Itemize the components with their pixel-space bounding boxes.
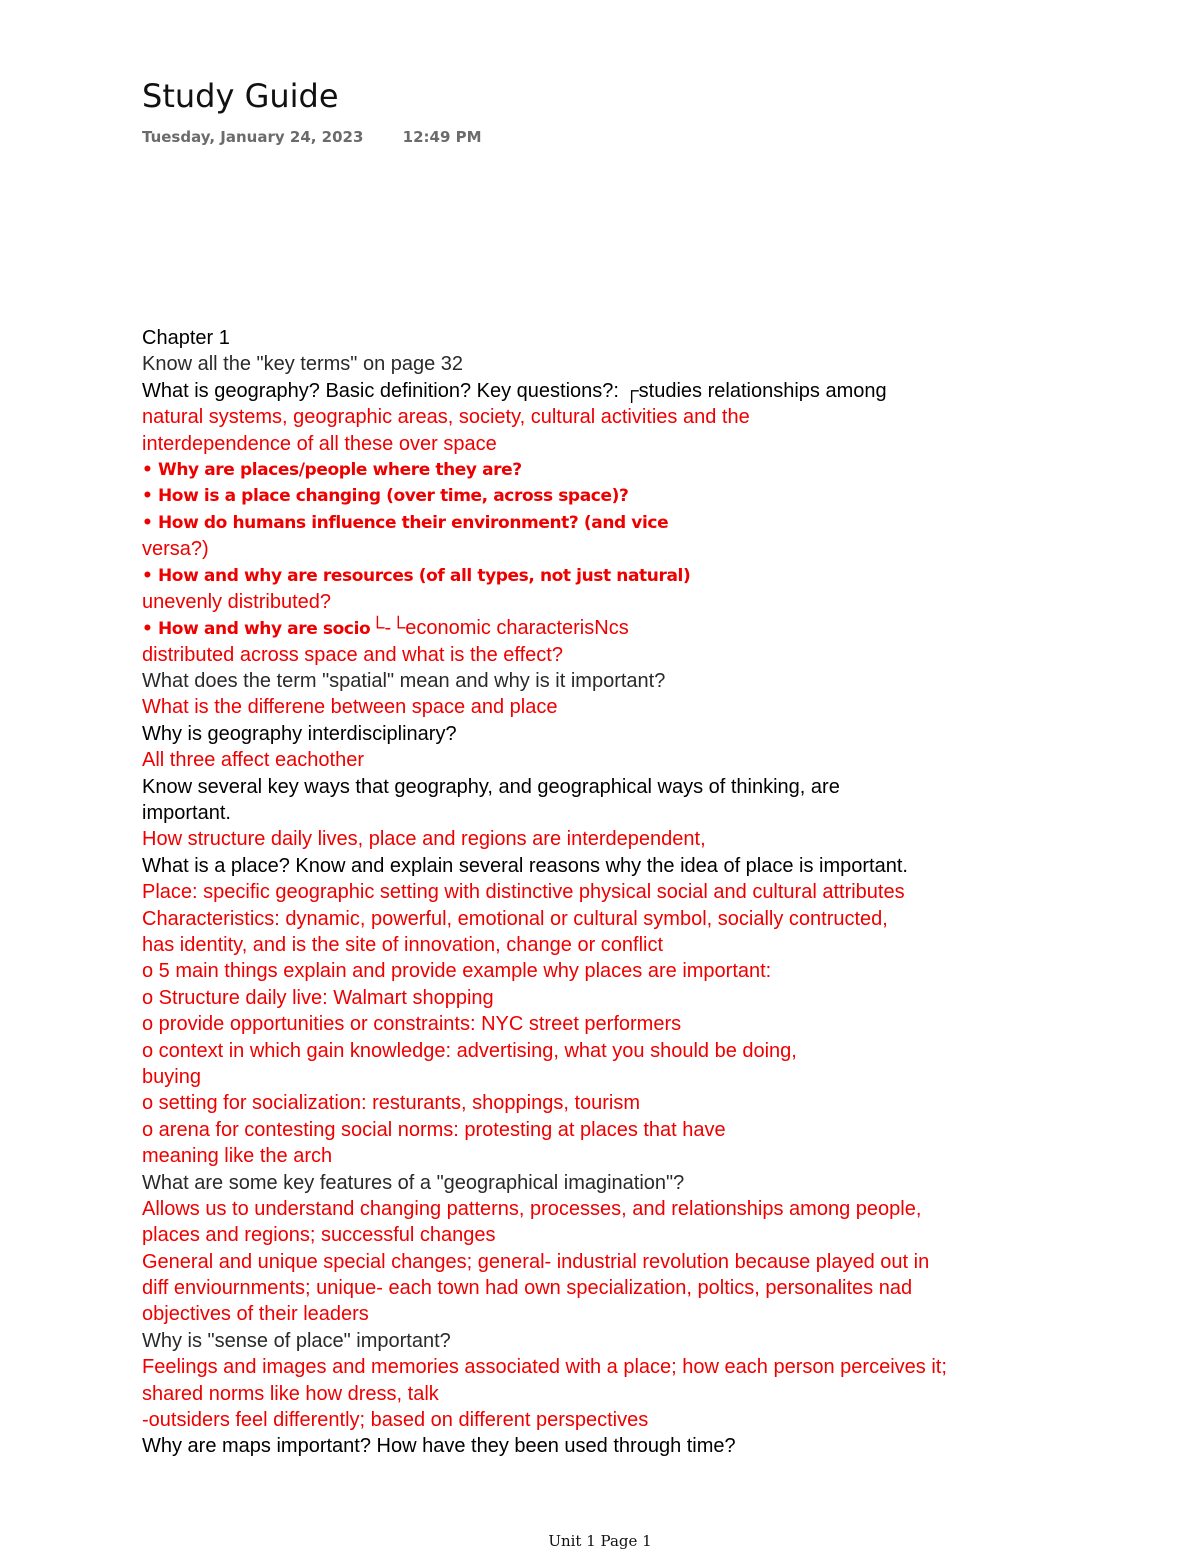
bullet-question: • How do humans influence their environment? (and vice xyxy=(142,512,669,533)
question-line: important. xyxy=(142,802,231,825)
bullet-continuation: versa?) xyxy=(142,538,209,561)
question-line: What does the term "spatial" mean and why is it important? xyxy=(142,670,666,693)
page-timestamp xyxy=(142,128,482,146)
bullet-question: • How is a place changing (over time, across space)? xyxy=(142,486,629,507)
bullet-question: • Why are places/people where they are? xyxy=(142,459,522,480)
answer-line: diff enviournments; unique- each town had own specialization, poltics, personalites nad xyxy=(142,1277,913,1300)
bullet-continuation: unevenly distributed? xyxy=(142,590,332,613)
page-time: 12:49 PM xyxy=(402,128,482,146)
bullet-tail: └-└economic characterisNcs xyxy=(370,617,629,640)
page-footer: Unit 1 Page 1 xyxy=(548,1532,652,1550)
answer-line: shared norms like how dress, talk xyxy=(142,1382,439,1405)
question-line: What are some key features of a "geographical imagination"? xyxy=(142,1171,685,1194)
answer-line: Characteristics: dynamic, powerful, emotional or cultural symbol, socially contructed, xyxy=(142,907,888,930)
answer-line: has identity, and is the site of innovation, change or conflict xyxy=(142,933,664,956)
answer-line: General and unique special changes; general- industrial revolution because played out in xyxy=(142,1250,930,1273)
sub-item-continuation: buying xyxy=(142,1065,201,1088)
chapter-heading: Chapter 1 xyxy=(142,327,230,349)
page-date: Tuesday, January 24, 2023 xyxy=(142,128,364,146)
answer-line: Allows us to understand changing patterns, processes, and relationships among people, xyxy=(142,1197,922,1220)
question-line xyxy=(142,378,1142,404)
answer-line: -outsiders feel differently; based on different perspectives xyxy=(142,1409,649,1432)
sub-item: o setting for socialization: resturants, shoppings, tourism xyxy=(142,1092,641,1115)
question-line: Why are maps important? How have they been used through time? xyxy=(142,1435,736,1458)
sub-item: o 5 main things explain and provide example why places are important: xyxy=(142,960,772,983)
question-text: What is geography? Basic definition? Key questions?: ┌studies relationships among xyxy=(142,379,887,402)
question-line: Why is geography interdisciplinary? xyxy=(142,722,457,745)
question-line: Know all the "key terms" on page 32 xyxy=(142,353,464,376)
answer-line: interdependence of all these over space xyxy=(142,432,497,455)
answer-line: All three affect eachother xyxy=(142,749,364,772)
sub-item: o context in which gain knowledge: advertising, what you should be doing, xyxy=(142,1039,797,1062)
bullet-continuation: distributed across space and what is the effect? xyxy=(142,643,563,666)
sub-item-continuation: meaning like the arch xyxy=(142,1145,333,1168)
question-line: What is a place? Know and explain several reasons why the idea of place is important. xyxy=(142,854,908,877)
question-line: Know several key ways that geography, and geographical ways of thinking, are xyxy=(142,775,840,798)
answer-line: natural systems, geographic areas, society, cultural activities and the xyxy=(142,406,750,429)
sub-item: o Structure daily live: Walmart shopping xyxy=(142,986,494,1009)
answer-line: Feelings and images and memories associated with a place; how each person perceives it; xyxy=(142,1356,947,1379)
bullet-question: • How and why are resources (of all types, not just natural) xyxy=(142,565,691,586)
sub-item: o provide opportunities or constraints: NYC street performers xyxy=(142,1013,682,1036)
page-title: Study Guide xyxy=(142,77,339,115)
answer-line: Place: specific geographic setting with distinctive physical social and cultural attributes xyxy=(142,881,905,904)
answer-line: How structure daily lives, place and regions are interdependent, xyxy=(142,828,706,851)
answer-line: objectives of their leaders xyxy=(142,1303,369,1326)
question-line: Why is "sense of place" important? xyxy=(142,1329,451,1352)
note-body xyxy=(142,325,1142,1460)
answer-line: places and regions; successful changes xyxy=(142,1224,496,1247)
sub-item: o arena for contesting social norms: protesting at places that have xyxy=(142,1118,726,1141)
bullet-question xyxy=(142,615,1142,641)
bullet-head: • How and why are socio xyxy=(142,619,371,640)
answer-line: What is the differene between space and place xyxy=(142,696,558,719)
